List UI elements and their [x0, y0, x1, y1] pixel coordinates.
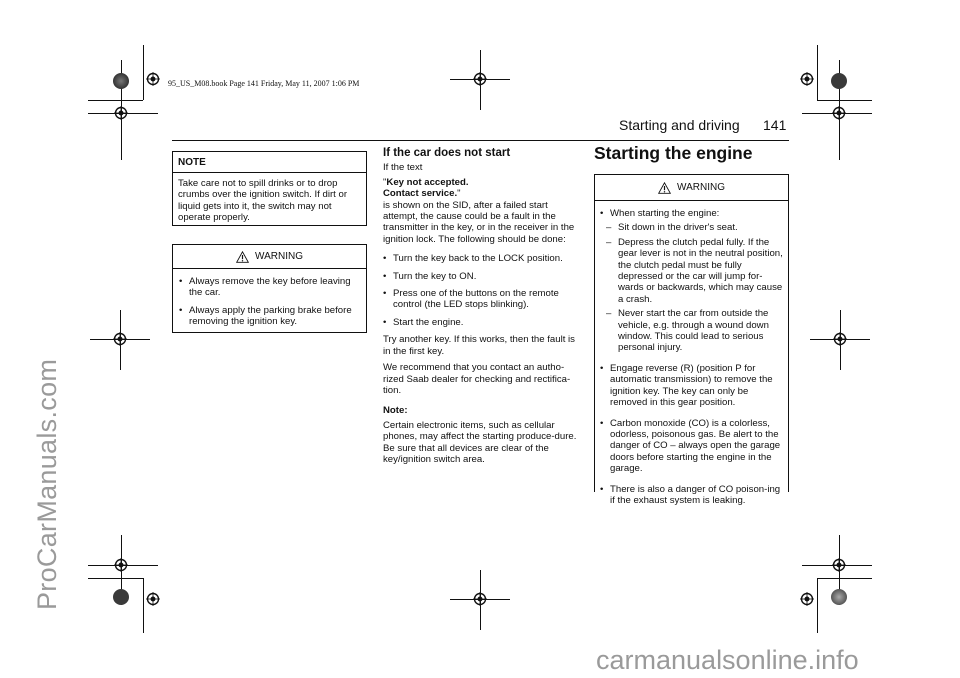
book-meta-line: 95_US_M08.book Page 141 Friday, May 11, 2007 1:06 PM	[168, 79, 360, 88]
note-label: Note:	[383, 405, 408, 417]
list-item: • Press one of the buttons on the remote control (the LED stops blinking).	[383, 288, 578, 311]
registration-target-icon	[146, 592, 160, 606]
intro-text: If the text	[383, 162, 423, 174]
registration-target-icon	[800, 592, 814, 606]
section-title-starting-engine: Starting the engine	[594, 143, 753, 163]
warning-item-intro: When starting the engine:	[610, 208, 720, 219]
note-box-text: Take care not to spill drinks or to drop crumbs over the ignition switch. If dirt or liquid gets into it, the switch may not operate properly.	[178, 178, 348, 224]
registration-target-icon	[146, 72, 160, 86]
quoted-message: "Key not accepted. Contact service."	[383, 176, 469, 200]
middle-column	[383, 148, 578, 470]
list-item: • Turn the key back to the LOCK position.	[383, 253, 578, 264]
list-item: • Always remove the key before leaving the car.	[179, 276, 360, 299]
note-box-header	[173, 152, 366, 173]
note-text: Certain electronic items, such as cellular phones, may affect the starting produce-dure. Be sure that all devices are clear of the key/ignition switch area.	[383, 419, 577, 465]
warning-sublist	[600, 222, 783, 353]
para-recommend-dealer: We recommend that you contact an autho-rized Saab dealer for checking and rectifica-tion.	[383, 362, 571, 396]
registration-target-icon	[832, 558, 846, 572]
color-bar-dot-icon	[113, 73, 129, 89]
quote-line1: Key not accepted.	[386, 176, 469, 188]
list-item: • Engage reverse (R) (position P for automatic transmission) to remove the ignition key. The key can only be removed in this gear position.	[600, 363, 783, 409]
after-quote-text: is shown on the SID, after a failed start attempt, the cause could be a fault in the transmitter in the key, or in the receiver in the ignition lock. The following should be done:	[383, 199, 575, 245]
steps-list	[383, 253, 578, 328]
para-try-another-key: Try another key. If this works, then the fault is in the first key.	[383, 334, 575, 357]
warning-box-right	[594, 174, 789, 506]
warning-box-right-title: WARNING	[677, 181, 725, 193]
registration-target-icon	[473, 72, 487, 86]
registration-target-icon	[832, 106, 846, 120]
color-bar-dot-icon	[831, 73, 847, 89]
warning-box-right-list	[600, 208, 783, 506]
note-box	[172, 151, 367, 226]
list-item: – Depress the clutch pedal fully. If the gear lever is not in the neutral position, the clutch pedal must be fully depressed or the car will jump for-wards or backwards, which may cause a crash.	[600, 237, 783, 305]
registration-target-icon	[800, 72, 814, 86]
list-item	[600, 208, 783, 354]
list-item: • Turn the key to ON.	[383, 271, 578, 282]
list-item: – Sit down in the driver's seat.	[600, 222, 783, 233]
warning-box-right-header	[595, 175, 788, 201]
warning-box-left-title: WARNING	[255, 250, 303, 262]
list-item: • There is also a danger of CO poison-ing if the exhaust system is leaking.	[600, 484, 783, 507]
list-item: • Start the engine.	[383, 317, 578, 328]
color-bar-dot-icon	[831, 589, 847, 605]
registration-target-icon	[113, 332, 127, 346]
color-bar-dot-icon	[113, 589, 129, 605]
quote-line2: Contact service.	[383, 188, 458, 200]
list-item: • Always apply the parking brake before removing the ignition key.	[179, 305, 360, 328]
list-item: • Carbon monoxide (CO) is a colorless, odorless, poisonous gas. Be alert to the danger of CO – always open the garage doors before starting the engine in the garage.	[600, 418, 783, 475]
registration-target-icon	[833, 332, 847, 346]
warning-triangle-icon	[658, 182, 671, 194]
warning-triangle-icon	[236, 251, 249, 263]
warning-box-left-header	[173, 245, 366, 269]
registration-target-icon	[114, 106, 128, 120]
note-box-title: NOTE	[178, 157, 206, 168]
running-header-section: Starting and driving	[619, 117, 740, 133]
registration-target-icon	[473, 592, 487, 606]
bottom-watermark: carmanualsonline.info	[596, 645, 859, 675]
side-watermark: ProCarManuals.com	[32, 358, 62, 610]
registration-target-icon	[114, 558, 128, 572]
heading-car-not-start: If the car does not start	[383, 147, 511, 159]
page-number: 141	[763, 117, 787, 133]
warning-box-left-list	[179, 276, 360, 328]
header-rule	[172, 140, 789, 141]
list-item: – Never start the car from outside the vehicle, e.g. through a wound down window. This could lead to serious personal injury.	[600, 308, 783, 354]
warning-box-left	[172, 244, 367, 333]
